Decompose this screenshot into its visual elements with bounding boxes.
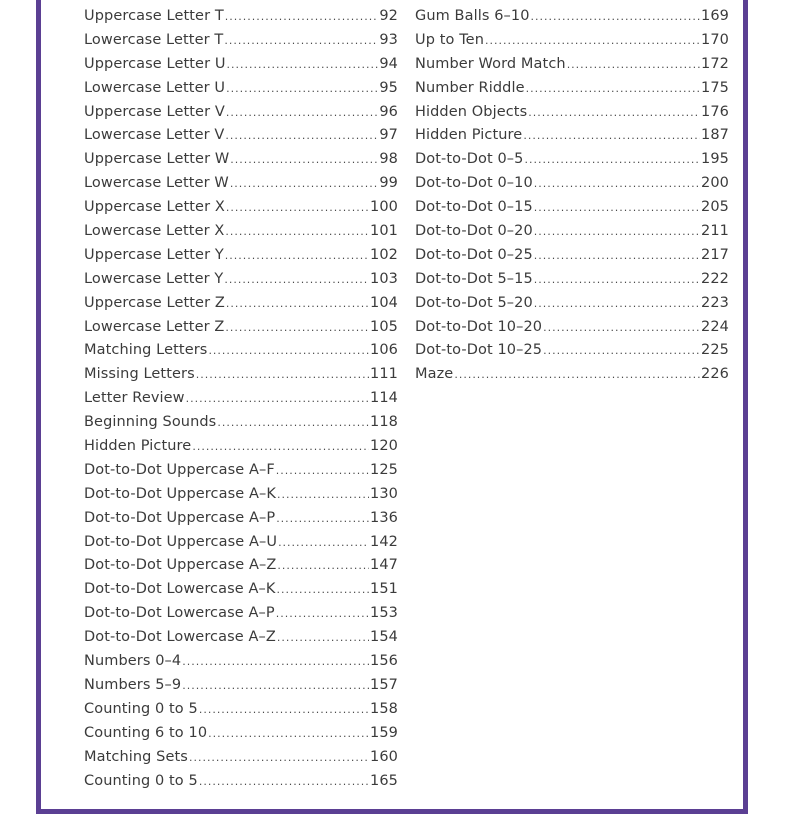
dot-leader	[192, 435, 369, 459]
toc-entry	[415, 244, 729, 268]
toc-entry-page: 103	[370, 270, 398, 287]
toc-entry-title: Dot-to-Dot 10–20	[415, 318, 543, 335]
toc-entry-title: Dot-to-Dot Uppercase A–F	[84, 461, 275, 478]
toc-entry-page: 136	[370, 509, 398, 526]
toc-entry	[84, 77, 398, 101]
toc-entry	[84, 435, 398, 459]
dot-leader	[534, 220, 700, 244]
toc-entry	[415, 148, 729, 172]
toc-entry-page: 151	[370, 581, 398, 598]
toc-entry-page: 225	[701, 342, 729, 359]
toc-entry	[415, 53, 729, 77]
dot-leader	[534, 292, 700, 316]
toc-entry-title: Matching Letters	[84, 342, 208, 359]
dot-leader	[276, 602, 369, 626]
toc-entry-title: Counting 6 to 10	[84, 724, 208, 741]
toc-entry-title: Lowercase Letter U	[84, 79, 226, 96]
toc-entry-page: 176	[701, 103, 729, 120]
toc-entry-title: Gum Balls 6–10	[415, 8, 530, 24]
toc-entry-title: Dot-to-Dot 0–25	[415, 246, 533, 263]
toc-entry-title: Numbers 0–4	[84, 653, 182, 670]
dot-leader	[189, 746, 369, 770]
toc-entry-title: Hidden Picture	[84, 438, 192, 455]
dot-leader	[227, 53, 379, 77]
toc-entry-page: 125	[370, 461, 398, 478]
toc-entry-page: 92	[379, 8, 398, 24]
toc-entry	[415, 220, 729, 244]
toc-entry-title: Up to Ten	[415, 31, 484, 48]
dot-leader	[277, 626, 369, 650]
dot-leader	[276, 507, 369, 531]
toc-entry-page: 156	[370, 653, 398, 670]
toc-entry-title: Lowercase Letter Y	[84, 270, 224, 287]
toc-entry-page: 187	[701, 127, 729, 144]
toc-entry-title: Uppercase Letter Z	[84, 294, 225, 311]
toc-entry-title: Lowercase Letter V	[84, 127, 225, 144]
toc-entry	[84, 602, 398, 626]
toc-entry	[84, 244, 398, 268]
toc-entry-page: 217	[701, 246, 729, 263]
dot-leader	[226, 292, 369, 316]
contents-column-left	[84, 5, 398, 793]
dot-leader	[199, 698, 369, 722]
toc-entry	[84, 507, 398, 531]
toc-entry-title: Dot-to-Dot 0–10	[415, 175, 533, 192]
toc-entry-title: Counting 0 to 5	[84, 772, 198, 789]
dot-leader	[528, 101, 700, 125]
toc-entry-page: 104	[370, 294, 398, 311]
toc-entry-page: 153	[370, 605, 398, 622]
toc-entry	[84, 316, 398, 340]
dot-leader	[276, 578, 369, 602]
toc-entry	[84, 531, 398, 555]
toc-entry-title: Hidden Objects	[415, 103, 528, 120]
dot-leader	[276, 459, 369, 483]
toc-entry	[84, 770, 398, 794]
toc-entry-title: Dot-to-Dot 0–20	[415, 223, 533, 240]
toc-entry-title: Dot-to-Dot Uppercase A–Z	[84, 557, 277, 574]
toc-entry-page: 200	[701, 175, 729, 192]
toc-entry-title: Dot-to-Dot 5–20	[415, 294, 533, 311]
toc-entry	[84, 674, 398, 698]
toc-entry	[84, 626, 398, 650]
toc-entry-title: Dot-to-Dot Lowercase A–Z	[84, 629, 276, 646]
toc-entry	[84, 746, 398, 770]
toc-entry-title: Dot-to-Dot Lowercase A–P	[84, 605, 275, 622]
toc-entry-title: Letter Review	[84, 390, 185, 407]
toc-entry-title: Numbers 5–9	[84, 676, 182, 693]
toc-entry-page: 142	[370, 533, 398, 550]
dot-leader	[226, 196, 369, 220]
toc-entry-page: 154	[370, 629, 398, 646]
toc-entry-title: Uppercase Letter V	[84, 103, 225, 120]
toc-entry	[415, 363, 729, 387]
dot-leader	[526, 77, 700, 101]
toc-entry-page: 195	[701, 151, 729, 168]
toc-entry	[84, 148, 398, 172]
dot-leader	[182, 674, 369, 698]
toc-entry-page: 211	[701, 223, 729, 240]
toc-entry	[415, 172, 729, 196]
toc-entry-title: Dot-to-Dot 10–25	[415, 342, 543, 359]
dot-leader	[224, 268, 369, 292]
toc-entry-page: 205	[701, 199, 729, 216]
toc-entry-page: 130	[370, 485, 398, 502]
toc-entry-page: 170	[701, 31, 729, 48]
toc-entry	[84, 650, 398, 674]
toc-entry	[84, 292, 398, 316]
toc-entry-page: 222	[701, 270, 729, 287]
dot-leader	[208, 339, 369, 363]
contents-column-right	[415, 5, 729, 387]
toc-entry	[415, 196, 729, 220]
dot-leader	[524, 148, 700, 172]
toc-entry-title: Uppercase Letter U	[84, 55, 226, 72]
toc-entry-title: Lowercase Letter W	[84, 175, 229, 192]
toc-entry-title: Uppercase Letter W	[84, 151, 230, 168]
toc-entry-page: 114	[370, 390, 398, 407]
toc-entry-page: 95	[379, 79, 398, 96]
toc-entry-title: Dot-to-Dot Uppercase A–K	[84, 485, 276, 502]
dot-leader	[230, 172, 379, 196]
toc-entry	[415, 29, 729, 53]
dot-leader	[217, 411, 369, 435]
toc-entry-title: Uppercase Letter Y	[84, 246, 224, 263]
dot-leader	[567, 53, 700, 77]
dot-leader	[534, 172, 700, 196]
toc-entry-title: Number Riddle	[415, 79, 525, 96]
toc-entry	[415, 101, 729, 125]
toc-entry-title: Dot-to-Dot 0–5	[415, 151, 524, 168]
toc-entry-page: 93	[379, 31, 398, 48]
dot-leader	[186, 387, 369, 411]
dot-leader	[454, 363, 700, 387]
toc-entry	[415, 316, 729, 340]
toc-entry-title: Beginning Sounds	[84, 414, 217, 431]
toc-entry-title: Hidden Picture	[415, 127, 523, 144]
toc-entry-page: 159	[370, 724, 398, 741]
toc-entry-title: Dot-to-Dot Uppercase A–P	[84, 509, 276, 526]
toc-entry-page: 94	[379, 55, 398, 72]
dot-leader	[543, 316, 700, 340]
dot-leader	[277, 483, 369, 507]
toc-entry-title: Uppercase Letter T	[84, 8, 224, 24]
toc-entry	[415, 77, 729, 101]
dot-leader	[534, 268, 700, 292]
toc-entry-title: Lowercase Letter T	[84, 31, 224, 48]
toc-entry-title: Matching Sets	[84, 748, 188, 765]
toc-entry-page: 160	[370, 748, 398, 765]
toc-entry-page: 99	[379, 175, 398, 192]
toc-entry-title: Dot-to-Dot Lowercase A–K	[84, 581, 276, 598]
dot-leader	[534, 244, 700, 268]
toc-entry	[415, 268, 729, 292]
dot-leader	[523, 124, 700, 148]
dot-leader	[182, 650, 369, 674]
dot-leader	[485, 29, 700, 53]
toc-entry	[84, 268, 398, 292]
toc-entry-page: 223	[701, 294, 729, 311]
toc-entry	[415, 292, 729, 316]
dot-leader	[199, 770, 369, 794]
toc-entry-page: 96	[379, 103, 398, 120]
toc-entry	[84, 5, 398, 29]
toc-entry-title: Counting 0 to 5	[84, 700, 198, 717]
toc-entry-title: Dot-to-Dot Uppercase A–U	[84, 533, 278, 550]
toc-entry-title: Missing Letters	[84, 366, 195, 383]
toc-entry-title: Maze	[415, 366, 454, 383]
toc-entry-page: 97	[379, 127, 398, 144]
dot-leader	[208, 722, 369, 746]
dot-leader	[277, 554, 369, 578]
toc-entry	[415, 124, 729, 148]
toc-entry-page: 169	[701, 8, 729, 24]
dot-leader	[225, 244, 369, 268]
toc-entry	[84, 363, 398, 387]
toc-entry	[84, 196, 398, 220]
toc-entry	[415, 5, 729, 29]
dot-leader	[196, 363, 369, 387]
toc-entry-page: 172	[701, 55, 729, 72]
toc-entry	[84, 387, 398, 411]
toc-entry	[84, 29, 398, 53]
toc-entry-page: 105	[370, 318, 398, 335]
dot-leader	[226, 77, 378, 101]
toc-entry-page: 226	[701, 366, 729, 383]
toc-entry	[84, 101, 398, 125]
dot-leader	[224, 29, 378, 53]
toc-entry	[84, 339, 398, 363]
toc-entry-title: Number Word Match	[415, 55, 566, 72]
toc-entry-page: 106	[370, 342, 398, 359]
dot-leader	[230, 148, 378, 172]
toc-entry	[84, 220, 398, 244]
toc-entry	[84, 483, 398, 507]
dot-leader	[534, 196, 700, 220]
toc-entry-page: 165	[370, 772, 398, 789]
toc-entry	[415, 339, 729, 363]
toc-entry-title: Lowercase Letter Z	[84, 318, 225, 335]
toc-entry	[84, 124, 398, 148]
dot-leader	[531, 5, 700, 29]
toc-entry-page: 158	[370, 700, 398, 717]
dot-leader	[225, 5, 379, 29]
toc-entry-page: 175	[701, 79, 729, 96]
toc-entry-title: Uppercase Letter X	[84, 199, 225, 216]
toc-entry-page: 157	[370, 676, 398, 693]
toc-entry	[84, 578, 398, 602]
toc-entry-page: 147	[370, 557, 398, 574]
toc-entry-page: 101	[370, 223, 398, 240]
toc-entry	[84, 722, 398, 746]
dot-leader	[225, 124, 378, 148]
toc-entry	[84, 411, 398, 435]
toc-entry	[84, 459, 398, 483]
dot-leader	[278, 531, 369, 555]
toc-entry-page: 120	[370, 438, 398, 455]
dot-leader	[543, 339, 700, 363]
toc-entry-title: Lowercase Letter X	[84, 223, 225, 240]
toc-entry-title: Dot-to-Dot 5–15	[415, 270, 533, 287]
toc-entry-title: Dot-to-Dot 0–15	[415, 199, 533, 216]
dot-leader	[226, 101, 378, 125]
toc-entry-page: 98	[379, 151, 398, 168]
toc-entry-page: 111	[370, 366, 398, 383]
toc-entry-page: 102	[370, 246, 398, 263]
toc-entry	[84, 53, 398, 77]
toc-entry	[84, 172, 398, 196]
toc-entry	[84, 698, 398, 722]
toc-entry-page: 118	[370, 414, 398, 431]
toc-entry-page: 224	[701, 318, 729, 335]
dot-leader	[225, 316, 369, 340]
toc-entry-page: 100	[370, 199, 398, 216]
toc-entry	[84, 554, 398, 578]
dot-leader	[225, 220, 369, 244]
